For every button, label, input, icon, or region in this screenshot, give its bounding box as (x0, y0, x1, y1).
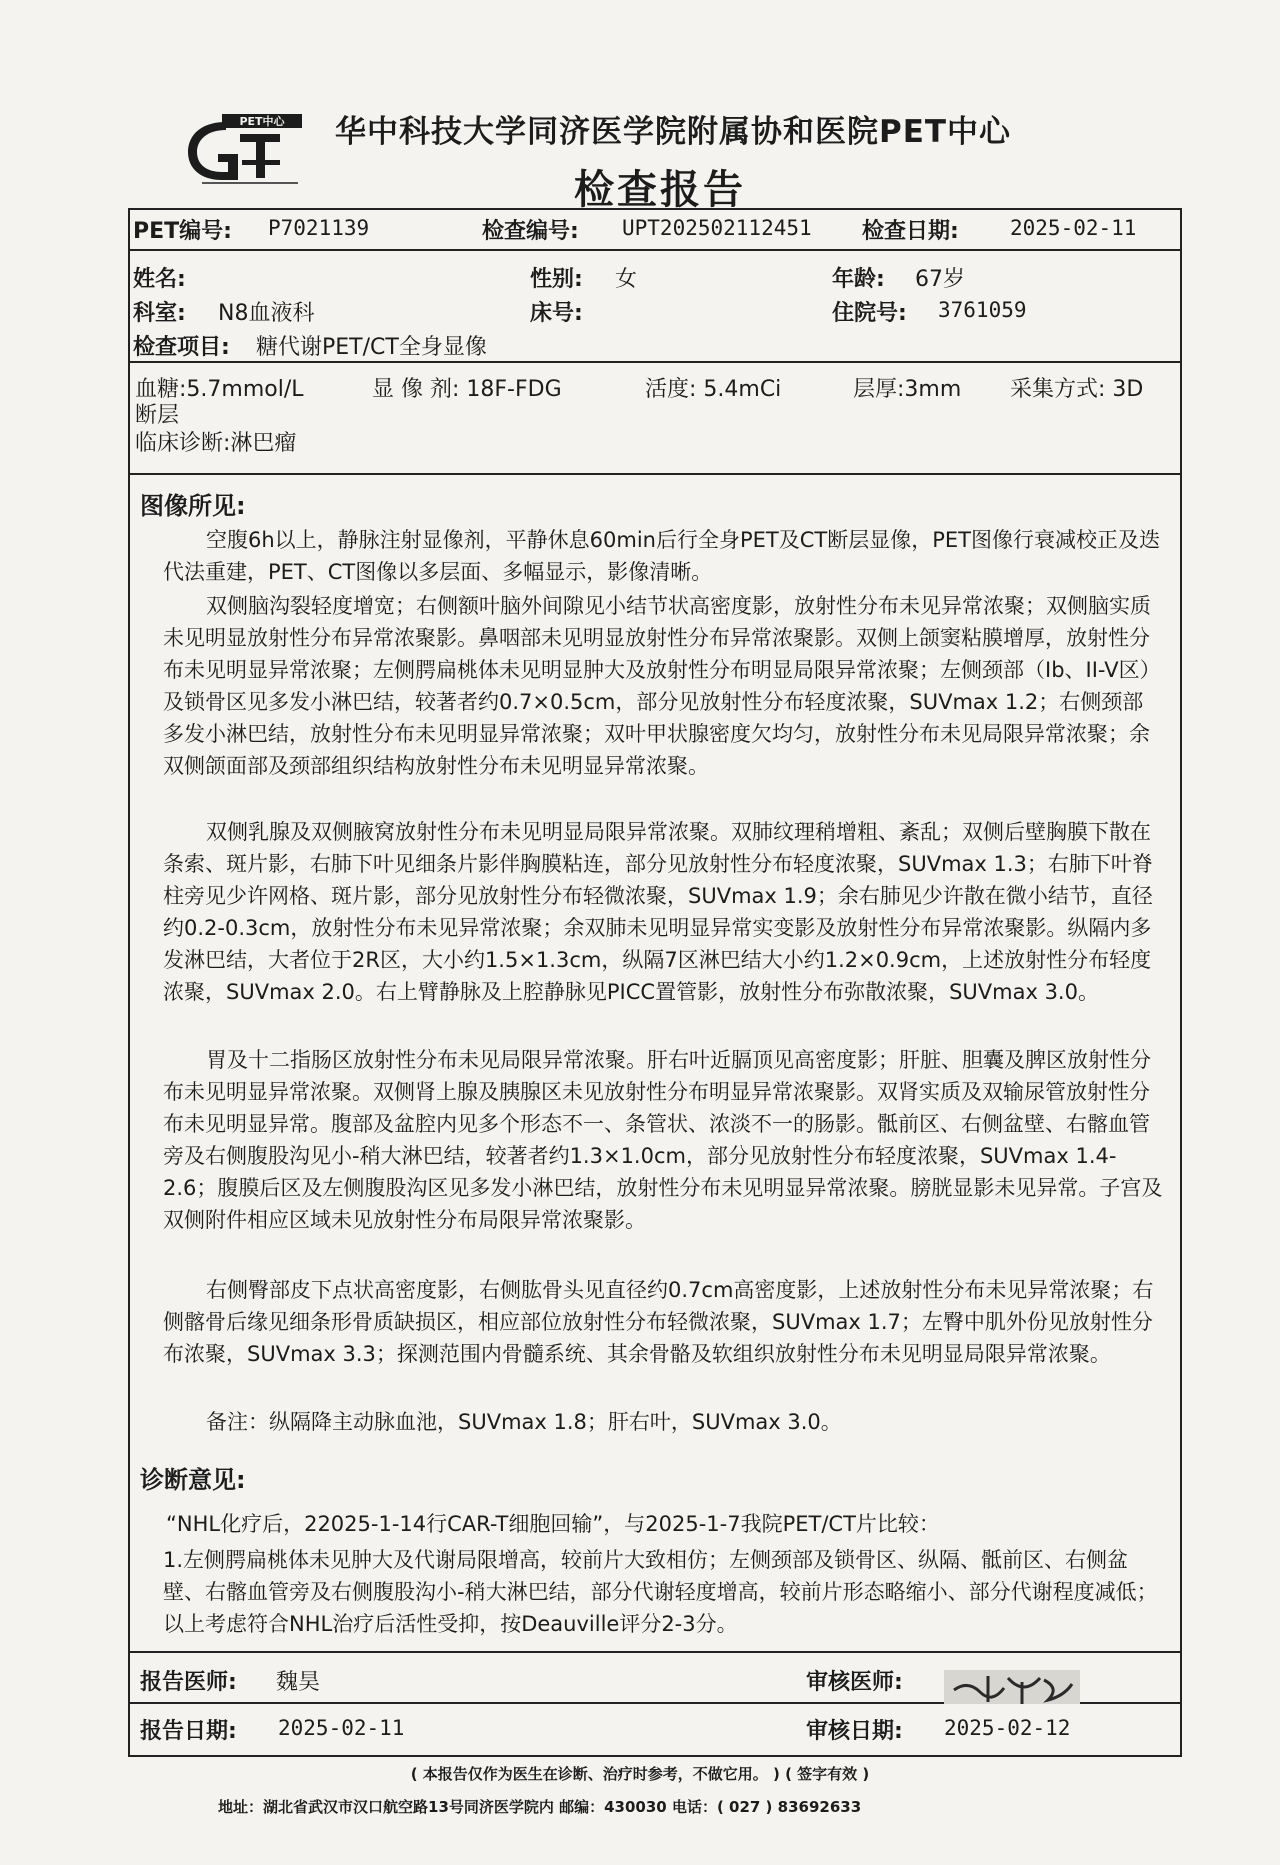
findings-title: 图像所见: (140, 492, 246, 520)
footer-address: 地址：湖北省武汉市汉口航空路13号同济医学院内 邮编：430030 电话：( 027 ) 83692633 (218, 1798, 862, 1816)
reporter-label: 报告医师: (140, 1670, 237, 1695)
review-date-value: 2025-02-12 (944, 1716, 1071, 1740)
activity-value: 活度: 5.4mCi (645, 377, 782, 402)
report-date-label: 报告日期: (140, 1719, 237, 1744)
acquisition-value: 采集方式: 3D (1010, 377, 1144, 402)
impression-title: 诊断意见: (140, 1466, 246, 1494)
findings-para-4: 胃及十二指肠区放射性分布未见局限异常浓聚。肝右叶近膈顶见高密度影；肝脏、胆囊及脾区放射性分布未见明显异常浓聚。双侧肾上腺及胰腺区未见放射性分布明显异常浓聚影。双肾实质及双输尿管放射性分布未见明显异常。腹部及盆腔内见多个形态不一、条管状、浓淡不一的肠影。骶前区、右侧盆壁、右髂血管旁及右侧腹股沟见小-稍大淋巴结，较著者约1.3×1.0cm，部分见放射性分布轻度浓聚，SUVmax 1.4-2.6；腹膜后区及左侧腹股沟区见多发小淋巴结，放射性分布未见明显异常浓聚。膀胱显影未见异常。子宫及双侧附件相应区域未见放射性分布局限异常浓聚影。 (163, 1048, 1163, 1232)
exam-item-label: 检查项目: (133, 335, 230, 360)
dept-label: 科室: (133, 301, 186, 326)
acquisition-value-cont: 断层 (135, 403, 180, 428)
exam-date-label: 检查日期: (862, 219, 959, 244)
findings-para-3: 双侧乳腺及双侧腋窝放射性分布未见明显局限异常浓聚。双肺纹理稍增粗、紊乱；双侧后壁胸膜下散在条索、斑片影，右肺下叶见细条片影伴胸膜粘连，部分见放射性分布轻度浓聚，SUVmax 1.3；右肺下叶脊柱旁见少许网格、斑片影，部分见放射性分布轻微浓聚，SUVmax 1.9；余右肺见少许散在微小结节，直径约0.2-0.3cm，放射性分布未见异常浓聚；余双肺未见明显异常实变影及放射性分布异常浓聚影。纵隔内多发淋巴结，大者位于2R区，大小约1.5×1.3cm，纵隔7区淋巴结大小约1.2×0.9cm，上述放射性分布轻度浓聚，SUVmax 2.0。右上臂静脉及上腔静脉见PICC置管影，放射性分布弥散浓聚，SUVmax 3.0。 (163, 820, 1153, 1004)
glucose-value: 血糖:5.7mmol/L (135, 377, 304, 402)
slice-value: 层厚:3mm (853, 377, 962, 402)
pet-no-label: PET编号: (133, 219, 232, 244)
age-label: 年龄: (832, 267, 885, 292)
footer-disclaimer: ( 本报告仅作为医生在诊断、治疗时参考，不做它用。 ) ( 签字有效 ) (410, 1765, 870, 1783)
sex-value: 女 (615, 267, 638, 292)
inpatient-label: 住院号: (832, 301, 907, 326)
reviewer-label: 审核医师: (806, 1670, 903, 1695)
report-title: 检查报告 (574, 167, 746, 213)
reporter-value: 魏昊 (276, 1670, 321, 1695)
findings-para-2: 双侧脑沟裂轻度增宽；右侧额叶脑外间隙见小结节状高密度影，放射性分布未见异常浓聚；双侧脑实质未见明显放射性分布异常浓聚影。鼻咽部未见明显放射性分布异常浓聚影。双侧上颌窦粘膜增厚，放射性分布未见明显异常浓聚；左侧腭扁桃体未见明显肿大及放射性分布明显局限异常浓聚；左侧颈部（Ib、II-V区）及锁骨区见多发小淋巴结，较著者约0.7×0.5cm，部分见放射性分布轻度浓聚，SUVmax 1.2；右侧颈部多发小淋巴结，放射性分布未见明显异常浓聚；双叶甲状腺密度欠均匀，放射性分布未见局限异常浓聚；余双侧颌面部及颈部组织结构放射性分布未见明显异常浓聚。 (163, 594, 1161, 778)
pet-no-value: P7021139 (268, 216, 370, 240)
logo-text: PET中心 (239, 115, 285, 128)
findings-remark: 备注：纵隔降主动脉血池，SUVmax 1.8；肝右叶，SUVmax 3.0。 (206, 1410, 842, 1434)
pet-center-logo (182, 112, 304, 186)
hospital-name: 华中科技大学同济医学院附属协和医院PET中心 (335, 114, 1012, 150)
exam-item-value: 糖代谢PET/CT全身显像 (256, 335, 487, 360)
name-label: 姓名: (133, 267, 186, 292)
exam-no-value: UPT202502112451 (622, 216, 812, 240)
findings-para-5: 右侧臀部皮下点状高密度影，右侧肱骨头见直径约0.7cm高密度影，上述放射性分布未见异常浓聚；右侧髂骨后缘见细条形骨质缺损区，相应部位放射性分布轻微浓聚，SUVmax 1.7；左臀中肌外份见放射性分布浓聚，SUVmax 3.3；探测范围内骨髓系统、其余骨骼及软组织放射性分布未见明显局限异常浓聚。 (163, 1278, 1154, 1366)
agent-value: 显 像 剂: 18F-FDG (372, 377, 562, 402)
exam-no-label: 检查编号: (482, 219, 579, 244)
impression-item-1: 1.左侧腭扁桃体未见肿大及代谢局限增高，较前片大致相仿；左侧颈部及锁骨区、纵隔、骶前区、右侧盆壁、右髂血管旁及右侧腹股沟小-稍大淋巴结，部分代谢轻度增高，较前片形态略缩小、部分代谢程度减低；以上考虑符合NHL治疗后活性受抑，按Deauville评分2-3分。 (163, 1548, 1158, 1636)
inpatient-value: 3761059 (938, 298, 1027, 322)
bed-label: 床号: (530, 301, 583, 326)
findings-para-1: 空腹6h以上，静脉注射显像剂，平静休息60min后行全身PET及CT断层显像，PET图像行衰减校正及迭代法重建，PET、CT图像以多层面、多幅显示，影像清晰。 (163, 528, 1160, 584)
exam-date-value: 2025-02-11 (1010, 216, 1137, 240)
report-date-value: 2025-02-11 (278, 1716, 405, 1740)
reviewer-signature (944, 1666, 1080, 1708)
clinical-diagnosis: 临床诊断:淋巴瘤 (135, 431, 297, 456)
dept-value: N8血液科 (218, 301, 315, 326)
age-value: 67岁 (915, 267, 965, 292)
impression-intro: “NHL化疗后，22025-1-14行CAR-T细胞回输”，与2025-1-7我院PET/CT片比较： (166, 1512, 940, 1536)
sex-label: 性别: (530, 267, 583, 292)
review-date-label: 审核日期: (806, 1719, 903, 1744)
